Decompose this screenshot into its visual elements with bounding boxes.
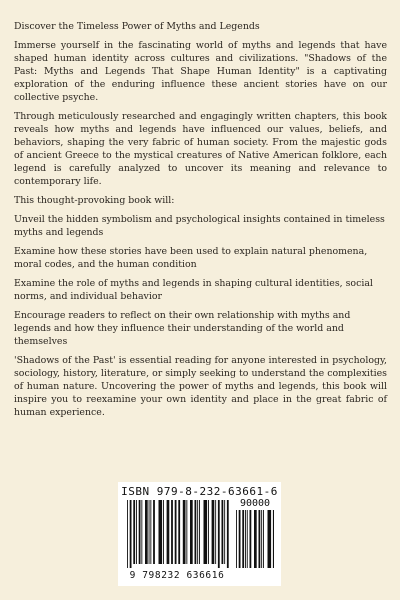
bullet-item: Examine how these stories have been used to explain natural phenomena, moral codes, and the human condition bbox=[14, 246, 368, 270]
bullet-item: Unveil the hidden symbolism and psychological insights contained in timeless myths and legends bbox=[14, 214, 385, 238]
barcode-bar bbox=[178, 500, 180, 564]
barcode-bar bbox=[197, 500, 198, 564]
barcode-bar bbox=[127, 500, 128, 568]
barcode-bar bbox=[186, 500, 187, 564]
barcode-bar bbox=[171, 500, 173, 564]
barcode-bar bbox=[250, 510, 252, 568]
barcode-bar bbox=[245, 510, 246, 568]
barcode-bar bbox=[204, 500, 208, 564]
blurb-paragraph: Immerse yourself in the fascinating world of myths and legends that have shaped human identity across cultures and civilizations. "Shadows of the Past: Myths and Legends That Shape Human Identity" is a captivating exploration of the enduring influence these ancient stories have on our collective psyche. bbox=[14, 40, 387, 103]
barcode-bar bbox=[215, 500, 216, 564]
barcode-bar bbox=[254, 510, 257, 568]
barcode-bar bbox=[242, 510, 244, 568]
barcode-bar bbox=[175, 500, 177, 564]
addon-barcode bbox=[235, 510, 275, 568]
barcode-bar bbox=[212, 500, 215, 564]
barcode-bar bbox=[150, 500, 151, 564]
barcode-bar bbox=[273, 510, 274, 568]
barcode-bar bbox=[227, 500, 229, 568]
barcode-bar bbox=[247, 510, 248, 568]
barcode-bar bbox=[263, 510, 264, 568]
barcode-bar bbox=[222, 500, 224, 564]
barcode-bar bbox=[130, 500, 132, 568]
barcode-bar bbox=[224, 500, 225, 564]
barcode-bar bbox=[133, 500, 135, 564]
bullet-item: Examine the role of myths and legends in shaping cultural identities, social norms, and individual behavior bbox=[14, 278, 373, 302]
ean-barcode bbox=[126, 500, 231, 568]
barcode-bar bbox=[139, 500, 141, 564]
barcode-bar bbox=[218, 500, 220, 568]
barcode-bar bbox=[261, 510, 262, 568]
barcode-bar bbox=[268, 510, 272, 568]
barcode-bar bbox=[195, 500, 197, 564]
blurb-closing: 'Shadows of the Past' is essential reading for anyone interested in psychology, sociology, history, literature, or simply seeking to understand the complexities of human nature. Uncovering the power of myths and legends, this book will inspire you to reexamine your own identity and place in the great fabric of human experience. bbox=[14, 355, 387, 418]
barcode-bar bbox=[239, 510, 241, 568]
barcode-bar bbox=[259, 510, 261, 568]
barcode-bar bbox=[136, 500, 137, 564]
isbn-label: ISBN 979-8-232-63661-6 bbox=[121, 485, 278, 498]
barcode-bar bbox=[236, 510, 237, 568]
bullet-item: Encourage readers to reflect on their own relationship with myths and legends and how they influence their understanding of the world and themselves bbox=[14, 310, 351, 347]
barcode-bar bbox=[199, 500, 200, 564]
blurb-heading: Discover the Timeless Power of Myths and Legends bbox=[14, 21, 260, 32]
barcode-panel bbox=[118, 482, 281, 586]
barcode-bar bbox=[153, 500, 155, 564]
addon-number: 90000 bbox=[239, 498, 271, 509]
ean-digits: 9 798232 636616 bbox=[129, 570, 225, 581]
barcode-bar bbox=[167, 500, 170, 564]
barcode-bar bbox=[141, 500, 142, 564]
blurb bbox=[14, 20, 387, 425]
barcode-bar bbox=[145, 500, 148, 564]
barcode-bar bbox=[183, 500, 186, 564]
barcode-bar bbox=[163, 500, 164, 564]
barcode-bar bbox=[149, 500, 150, 564]
barcode-bar bbox=[208, 500, 209, 564]
barcode-bar bbox=[190, 500, 193, 564]
barcode-bar bbox=[159, 500, 163, 564]
blurb-lead-in: This thought-provoking book will: bbox=[14, 195, 175, 206]
blurb-paragraph: Through meticulously researched and engagingly written chapters, this book reveals how myths and legends have influenced our values, beliefs, and behaviors, shaping the very fabric of human society. From the majestic gods of ancient Greece to the mystical creatures of Native American folklore, each legend is carefully analyzed to uncover its meaning and relevance to contemporary life. bbox=[14, 111, 387, 187]
